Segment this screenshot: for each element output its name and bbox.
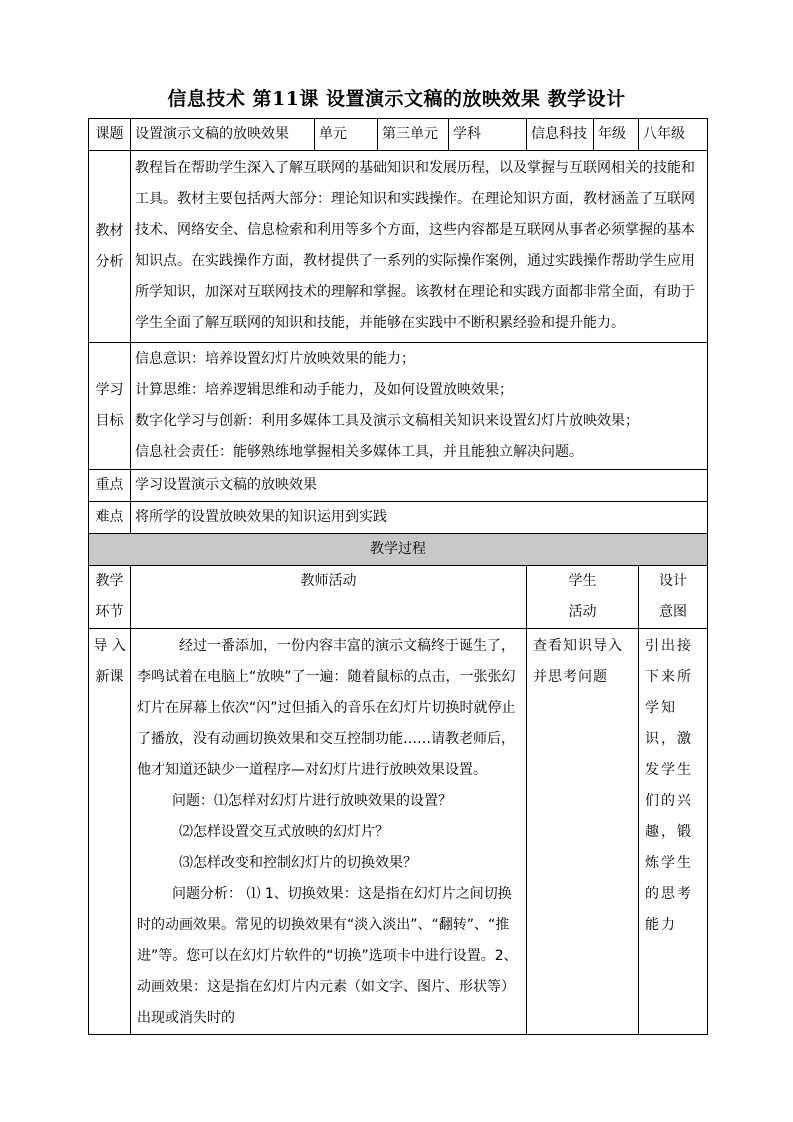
- process-header-row: [89, 534, 708, 566]
- difficulty-text: 将所学的设置放映效果的知识运用到实践: [131, 502, 708, 534]
- goals-list: [131, 343, 708, 470]
- key-point-row: [89, 470, 708, 502]
- goals-label: 学习 目标: [89, 343, 131, 470]
- key-point-label: 重点: [89, 470, 131, 502]
- difficulty-row: [89, 502, 708, 534]
- grade-label: 年级: [594, 119, 639, 151]
- intro-design-intent: 引出接下来所学知识，激发学生们的兴趣，锻炼学生的思考能力: [639, 629, 708, 1035]
- design-header: 设计 意图: [639, 566, 708, 629]
- intro-stage: 导 入 新课: [89, 629, 131, 1035]
- goals-row: [89, 343, 708, 470]
- unit-value: 第三单元: [378, 119, 449, 151]
- analysis-text: 教程旨在帮助学生深入了解互联网的基础知识和发展历程，以及掌握与互联网相关的技能和工具。教材主要包括两大部分：理论知识和实践操作。在理论知识方面，教材涵盖了互联网技术、网络安全、信息检索和利用等多个方面，这些内容都是互联网从事者必须掌握的基本知识点。在实践操作方面，教材提供了一系列的实际操作案例，通过实践操作帮助学生应用所学知识，加深对互联网技术的理解和掌握。该教材在理论和实践方面都非常全面，有助于学生全面了解互联网的知识和技能，并能够在实践中不断积累经验和提升能力。: [131, 151, 708, 343]
- teacher-header: 教师活动: [131, 566, 527, 629]
- grade-value: 八年级: [639, 119, 708, 151]
- subject-value: 信息科技: [527, 119, 594, 151]
- goal-item: 信息意识：培养设置幻灯片放映效果的能力；: [135, 351, 415, 367]
- intro-question-2: ⑵怎样设置交互式放映的幻灯片？: [179, 824, 389, 840]
- intro-question-1: 问题：⑴怎样对幻灯片进行放映效果的设置？: [172, 793, 452, 809]
- unit-label: 单元: [315, 119, 378, 151]
- goal-item: 数字化学习与创新：利用多媒体工具及演示文稿相关知识来设置幻灯片放映效果；: [135, 413, 639, 429]
- intro-question-3: ⑶怎样改变和控制幻灯片的切换效果？: [179, 855, 417, 871]
- intro-teacher-activity: [131, 629, 527, 1035]
- goal-item: 信息社会责任：能够熟练地掌握相关多媒体工具，并且能独立解决问题。: [135, 444, 583, 460]
- analysis-row: [89, 151, 708, 343]
- intro-scenario: 经过一番添加，一份内容丰富的演示文稿终于诞生了，李鸣试着在电脑上“放映”了一遍：随着鼠标的点击，一张张幻灯片在屏幕上依次“闪”过但插入的音乐在幻灯片切换时就停止了播放，没有动画切换效果和交互控制功能……请教老师后，他才知道还缺少一道程序—对幻灯片进行放映效果设置。: [137, 638, 516, 778]
- analysis-label: 教材 分析: [89, 151, 131, 343]
- intro-analysis: 问题分析： ⑴ 1、切换效果：这是指在幻灯片之间切换时的动画效果。常见的切换效果有“淡入淡出”、“翻转”、“推进”等。您可以在幻灯片软件的“切换”选项卡中进行设置。2、动画效果：这是指在幻灯片内元素（如文字、图片、形状等）出现或消失时的: [137, 886, 518, 1026]
- key-point-text: 学习设置演示文稿的放映效果: [131, 470, 708, 502]
- document-title: 信息技术 第11课 设置演示文稿的放映效果 教学设计: [167, 88, 626, 110]
- course-label: 课题: [89, 119, 131, 151]
- process-header: 教学过程: [89, 534, 708, 566]
- intro-row: [89, 629, 708, 1035]
- course-value: 设置演示文稿的放映效果: [131, 119, 315, 151]
- stage-header: 教学 环节: [89, 566, 131, 629]
- intro-student-activity: 查看知识导入并思考问题: [527, 629, 639, 1035]
- info-row: [89, 119, 708, 151]
- subject-label: 学科: [449, 119, 527, 151]
- student-header: 学生 活动: [527, 566, 639, 629]
- goal-item: 计算思维：培养逻辑思维和动手能力，及如何设置放映效果；: [135, 382, 513, 398]
- difficulty-label: 难点: [89, 502, 131, 534]
- lesson-plan-table: [88, 118, 708, 1035]
- column-header-row: [89, 566, 708, 629]
